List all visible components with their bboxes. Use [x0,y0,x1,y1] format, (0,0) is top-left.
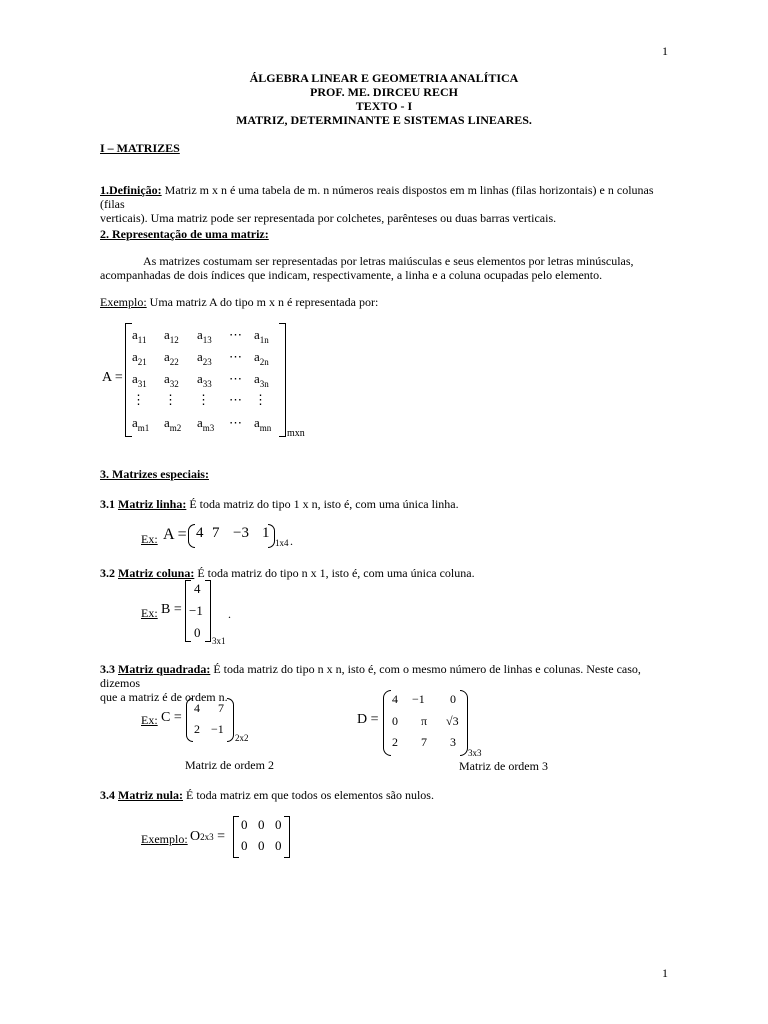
general-matrix-element: ⋯ [229,371,242,386]
matrix-d-cell: 7 [421,735,427,749]
matrix-d-cell: −1 [412,692,425,706]
column-matrix-text: É toda matriz do tipo n x 1, isto é, com uma única coluna. [194,566,475,580]
general-matrix-element: ⋯ [229,415,242,430]
general-matrix-index: 21 [137,357,147,367]
general-matrix-cell [164,392,177,408]
general-matrix-cell [164,349,179,365]
square-matrix-number: 3.3 [100,662,118,676]
null-matrix-cell: 0 [241,817,248,832]
general-matrix-index: m2 [169,423,182,433]
null-matrix-name [190,829,225,845]
matrix-c-size: 2x2 [235,733,249,743]
column-matrix-value: 4 [194,581,201,596]
general-matrix-cell [197,392,210,408]
null-matrix-label: Matriz nula: [118,788,183,802]
matrix-d-cell: √3 [446,714,459,728]
general-matrix-cell [132,327,146,343]
general-matrix-element: a [197,327,203,342]
row-matrix-name: A = [163,526,187,543]
column-matrix-size: 3x1 [212,636,226,646]
row-matrix-definition [100,497,459,511]
page-number-bottom: 1 [662,966,668,980]
general-matrix-name: A = [102,370,123,385]
general-matrix-cell [197,327,212,343]
general-matrix-element: a [164,327,170,342]
general-matrix-cell [197,349,212,365]
general-matrix-index: 31 [137,379,147,389]
representation-text-2: acompanhadas de dois índices que indicam, respectivamente, a linha e a coluna ocupadas pelo elemento. [100,268,603,282]
general-matrix-cell [229,415,242,431]
doc-title: ÁLGEBRA LINEAR E GEOMETRIA ANALÍTICA [249,71,519,85]
general-matrix-cell [229,371,242,387]
general-matrix-element: a [132,371,138,386]
square-matrix-text-2: que a matriz é de ordem n. [100,690,228,704]
matrix-d-size: 3x3 [468,748,482,758]
square-matrix-ex: Ex: [141,713,158,727]
general-matrix-element: a [254,415,260,430]
matrix-d-cell: 0 [392,714,398,728]
definition-text-1: Matriz m x n é uma tabela de m. n números reais dispostos em m linhas (filas horizontais) e n colunas (filas [100,183,654,211]
column-matrix-number: 3.2 [100,566,118,580]
definition-text-2: verticais). Uma matriz pode ser representada por colchetes, parênteses ou duas barras verticais. [100,211,557,225]
general-matrix-element: ⋮ [164,392,177,407]
general-matrix-element: ⋮ [197,392,210,407]
general-matrix-element: a [132,327,138,342]
matrix-d-cell: 0 [450,692,456,706]
general-matrix-element: a [132,349,138,364]
doc-author: PROF. ME. DIRCEU RECH [310,85,458,99]
column-matrix-value: −1 [189,603,203,618]
null-matrix-number: 3.4 [100,788,118,802]
general-matrix-index: 12 [169,335,179,345]
matrix-d-left-paren [383,690,391,756]
general-matrix-index: 3n [259,379,269,389]
representation-paragraph [100,254,676,282]
matrix-c-left-paren [186,698,193,742]
general-matrix-element: a [254,349,260,364]
matrix-c-cell: −1 [211,722,224,736]
null-matrix-cell: 0 [275,817,282,832]
general-matrix-cell [254,327,269,343]
general-matrix-size: mxn [287,428,305,439]
matrix-c-cell: 2 [194,722,200,736]
doc-text-number: TEXTO - I [355,99,413,113]
matrix-d-right-paren [460,690,468,756]
general-matrix-index: 32 [169,379,179,389]
row-matrix-ex: Ex: [141,532,158,546]
null-matrix-right-bracket [284,816,290,858]
matrix-d-cell: 3 [450,735,456,749]
section-title-matrizes: I – MATRIZES [100,141,180,155]
null-matrix-cell: 0 [258,817,265,832]
general-matrix-element: ⋯ [229,349,242,364]
general-matrix-index: 23 [202,357,212,367]
row-matrix-size: 1x4 [275,538,289,548]
general-matrix-index: 2n [259,357,269,367]
null-matrix-cell: 0 [258,838,265,853]
general-matrix-element: a [164,371,170,386]
definition-label: 1.Definição: [100,183,162,197]
general-matrix-element: a [197,371,203,386]
general-matrix-element: a [164,415,170,430]
row-matrix-label: Matriz linha: [118,497,187,511]
general-matrix-element: a [254,327,260,342]
row-matrix-number: 3.1 [100,497,118,511]
row-matrix-value: −3 [233,525,249,541]
null-matrix-example-label: Exemplo: [141,832,188,846]
row-matrix-value: 7 [212,525,220,541]
general-matrix-index: 11 [137,335,147,345]
matrix-d-cell: 2 [392,735,398,749]
general-matrix-cell [229,392,242,408]
general-matrix-cell [229,327,242,343]
row-matrix-value: 4 [196,525,204,541]
matrix-d-name: D = [357,712,379,727]
general-matrix-cell [254,415,271,431]
general-matrix-right-bracket [279,323,286,437]
matrix-c-cell: 7 [218,701,224,715]
row-matrix-text: É toda matriz do tipo 1 x n, isto é, com uma única linha. [186,497,459,511]
general-matrix-cell [197,415,214,431]
column-matrix-definition [100,566,475,580]
general-matrix-element: ⋯ [229,392,242,407]
matrix-c-right-paren [227,698,234,742]
general-matrix-element: ⋮ [254,392,267,407]
general-matrix-index: 13 [202,335,212,345]
general-matrix-element: a [197,349,203,364]
row-matrix-right-paren [268,524,275,548]
general-matrix-element: a [197,415,203,430]
general-matrix-index: 22 [169,357,179,367]
general-matrix-index: m3 [202,423,215,433]
general-matrix-cell [229,349,242,365]
column-matrix-right-bracket [205,580,211,642]
general-matrix-cell [132,392,145,408]
general-matrix-element: a [164,349,170,364]
column-matrix-label: Matriz coluna: [118,566,195,580]
null-matrix-text: É toda matriz em que todos os elementos são nulos. [183,788,434,802]
doc-subtitle: MATRIZ, DETERMINANTE E SISTEMAS LINEARES. [236,113,532,127]
general-matrix-index: m1 [137,423,150,433]
matrix-c-name: C = [161,710,182,725]
general-matrix-cell [254,392,267,408]
example-line [100,295,378,309]
row-matrix-left-paren [188,524,195,548]
representation-title: 2. Representação de uma matriz: [100,227,269,241]
general-matrix-cell [132,415,149,431]
null-matrix-letter: O [190,829,201,844]
general-matrix-index: mn [259,423,272,433]
general-matrix-left-bracket [125,323,132,437]
representation-text-1: As matrizes costumam ser representadas por letras maiúsculas e seus elementos por letras minúsculas, [143,254,634,268]
null-matrix-size: 2x3 [200,832,214,842]
null-matrix-cell: 0 [241,838,248,853]
row-matrix-value: 1 [262,525,270,541]
general-matrix-index: 33 [202,379,212,389]
general-matrix-cell [164,327,179,343]
example-label: Exemplo: [100,295,147,309]
matrix-d-cell: π [421,714,428,728]
column-matrix-name: B = [161,602,182,617]
general-matrix-cell [132,371,147,387]
null-matrix-left-bracket [233,816,239,858]
matrix-d-cell: 4 [392,692,398,706]
general-matrix-cell [132,349,147,365]
column-matrix-ex: Ex: [141,606,158,620]
matrix-d-caption: Matriz de ordem 3 [459,759,548,773]
general-matrix-cell [164,415,181,431]
column-matrix-value: 0 [194,625,201,640]
page-number-top: 1 [662,44,668,58]
example-text: Uma matriz A do tipo m x n é representada por: [146,295,379,309]
general-matrix-element: ⋮ [132,392,145,407]
general-matrix-cell [197,371,212,387]
general-matrix-element: a [132,415,138,430]
column-matrix-tail: . [228,607,231,621]
special-title: 3. Matrizes especiais: [100,467,209,481]
matrix-c-caption: Matriz de ordem 2 [185,758,274,772]
null-matrix-definition [100,788,434,802]
general-matrix-cell [254,349,269,365]
general-matrix-element: a [254,371,260,386]
general-matrix-cell [254,371,269,387]
matrix-c-cell: 4 [194,701,200,715]
general-matrix-element: ⋯ [229,327,242,342]
square-matrix-label: Matriz quadrada: [118,662,211,676]
null-matrix-equals: = [213,829,226,844]
square-matrix-text-1: É toda matriz do tipo n x n, isto é, com o mesmo número de linhas e colunas. Neste caso, dizemos [100,662,641,690]
general-matrix-index: 1n [259,335,269,345]
row-matrix-tail: . [290,534,293,548]
null-matrix-cell: 0 [275,838,282,853]
general-matrix-cell [164,371,179,387]
definition-paragraph [100,183,680,225]
